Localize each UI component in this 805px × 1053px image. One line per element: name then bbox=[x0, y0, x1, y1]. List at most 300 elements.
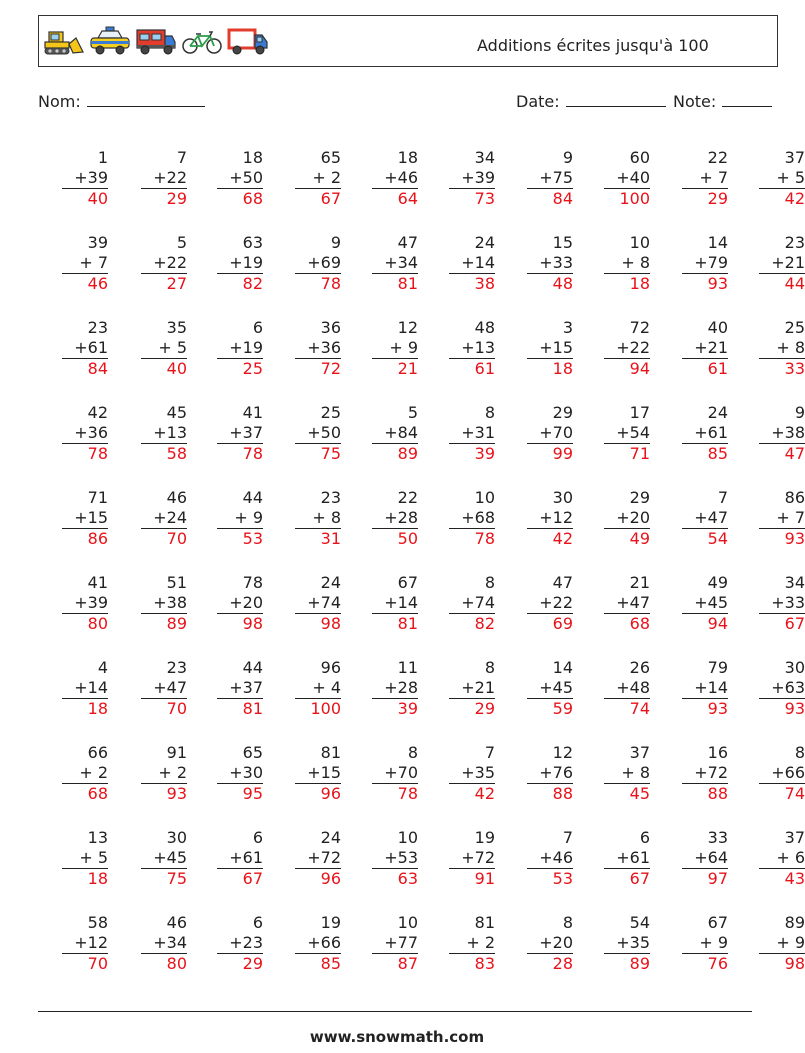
addend-bottom: +33 bbox=[539, 253, 573, 272]
date-label: Date: bbox=[516, 92, 560, 111]
answer: 18 bbox=[62, 698, 108, 719]
addend-bottom: +37 bbox=[229, 678, 263, 697]
footer-divider bbox=[38, 1011, 752, 1012]
answer: 25 bbox=[217, 358, 263, 379]
addend-bottom: +14 bbox=[694, 678, 728, 697]
addition-problem bbox=[658, 913, 728, 973]
addend-bottom: +61 bbox=[229, 848, 263, 867]
answer: 98 bbox=[295, 613, 341, 634]
header-box bbox=[38, 15, 778, 67]
addition-problem bbox=[735, 743, 805, 803]
addend-top: 29 bbox=[552, 403, 573, 422]
addition-problem bbox=[348, 233, 418, 293]
answer: 64 bbox=[372, 188, 418, 209]
answer: 84 bbox=[62, 358, 108, 379]
addition-problem bbox=[503, 488, 573, 548]
addend-top: 36 bbox=[320, 318, 341, 337]
addend-bottom: +76 bbox=[539, 763, 573, 782]
addend-bottom: +15 bbox=[539, 338, 573, 357]
addition-problem bbox=[348, 743, 418, 803]
addend-bottom: +35 bbox=[461, 763, 495, 782]
addend-bottom: +31 bbox=[461, 423, 495, 442]
addition-problem bbox=[425, 573, 495, 633]
answer: 93 bbox=[759, 698, 805, 719]
grade-blank[interactable] bbox=[722, 92, 772, 107]
addend-bottom: +21 bbox=[461, 678, 495, 697]
answer: 67 bbox=[759, 613, 805, 634]
addend-bottom: + 9 bbox=[389, 338, 418, 357]
addition-problem bbox=[271, 743, 341, 803]
addend-top: 58 bbox=[87, 913, 108, 932]
addition-problem bbox=[735, 573, 805, 633]
addition-problem bbox=[193, 743, 263, 803]
addition-problem bbox=[658, 658, 728, 718]
answer: 27 bbox=[141, 273, 187, 294]
addend-top: 6 bbox=[252, 913, 263, 932]
addition-problem bbox=[503, 403, 573, 463]
answer: 96 bbox=[295, 783, 341, 804]
addend-bottom: +64 bbox=[694, 848, 728, 867]
answer: 29 bbox=[217, 953, 263, 974]
addition-problem bbox=[658, 318, 728, 378]
addend-top: 23 bbox=[320, 488, 341, 507]
addition-problem bbox=[348, 828, 418, 888]
addend-bottom: +84 bbox=[384, 423, 418, 442]
addition-problem bbox=[193, 488, 263, 548]
addend-bottom: +19 bbox=[229, 338, 263, 357]
addend-top: 47 bbox=[397, 233, 418, 252]
answer: 45 bbox=[604, 783, 650, 804]
addition-problem bbox=[271, 913, 341, 973]
name-label: Nom: bbox=[38, 92, 81, 111]
addend-bottom: +13 bbox=[153, 423, 187, 442]
addition-problem bbox=[348, 573, 418, 633]
answer: 74 bbox=[604, 698, 650, 719]
addend-bottom: +75 bbox=[539, 168, 573, 187]
addend-top: 35 bbox=[166, 318, 187, 337]
addition-problem bbox=[348, 658, 418, 718]
addend-top: 9 bbox=[330, 233, 341, 252]
addend-top: 37 bbox=[629, 743, 650, 762]
addend-top: 25 bbox=[320, 403, 341, 422]
addition-problem bbox=[271, 403, 341, 463]
answer: 29 bbox=[141, 188, 187, 209]
addition-problem bbox=[193, 828, 263, 888]
addend-top: 86 bbox=[784, 488, 805, 507]
addend-bottom: +74 bbox=[461, 593, 495, 612]
addend-bottom: + 6 bbox=[776, 848, 805, 867]
addend-top: 25 bbox=[784, 318, 805, 337]
addend-top: 29 bbox=[629, 488, 650, 507]
addend-top: 8 bbox=[407, 743, 418, 762]
addition-problem bbox=[117, 658, 187, 718]
addend-top: 6 bbox=[252, 828, 263, 847]
addition-problem bbox=[580, 233, 650, 293]
addition-problem bbox=[580, 743, 650, 803]
addend-bottom: + 8 bbox=[312, 508, 341, 527]
answer: 86 bbox=[62, 528, 108, 549]
addition-problem bbox=[425, 233, 495, 293]
addend-top: 13 bbox=[87, 828, 108, 847]
addition-problem bbox=[503, 913, 573, 973]
addend-top: 40 bbox=[707, 318, 728, 337]
addend-top: 7 bbox=[484, 743, 495, 762]
addend-bottom: + 4 bbox=[312, 678, 341, 697]
addend-top: 23 bbox=[784, 233, 805, 252]
addend-top: 19 bbox=[474, 828, 495, 847]
answer: 63 bbox=[372, 868, 418, 889]
addend-bottom: + 9 bbox=[234, 508, 263, 527]
addend-bottom: + 2 bbox=[158, 763, 187, 782]
answer: 18 bbox=[604, 273, 650, 294]
answer: 67 bbox=[604, 868, 650, 889]
answer: 46 bbox=[62, 273, 108, 294]
addition-problem bbox=[425, 148, 495, 208]
name-blank[interactable] bbox=[87, 92, 205, 107]
addend-top: 49 bbox=[707, 573, 728, 592]
addend-top: 33 bbox=[707, 828, 728, 847]
addition-problem bbox=[117, 488, 187, 548]
answer: 84 bbox=[527, 188, 573, 209]
addend-top: 96 bbox=[320, 658, 341, 677]
addend-top: 22 bbox=[397, 488, 418, 507]
addition-problem bbox=[348, 318, 418, 378]
addend-bottom: + 8 bbox=[776, 338, 805, 357]
addend-top: 5 bbox=[176, 233, 187, 252]
answer: 81 bbox=[372, 273, 418, 294]
footer-site: www.snowmath.com bbox=[309, 1028, 485, 1046]
addend-top: 18 bbox=[242, 148, 263, 167]
addition-problem bbox=[503, 573, 573, 633]
addend-top: 30 bbox=[552, 488, 573, 507]
addend-top: 65 bbox=[242, 743, 263, 762]
answer: 81 bbox=[217, 698, 263, 719]
addend-bottom: +68 bbox=[461, 508, 495, 527]
answer: 28 bbox=[527, 953, 573, 974]
addend-bottom: + 9 bbox=[776, 933, 805, 952]
addition-problem bbox=[117, 573, 187, 633]
addend-top: 51 bbox=[166, 573, 187, 592]
delivery-truck-icon bbox=[227, 26, 269, 56]
answer: 43 bbox=[759, 868, 805, 889]
answer: 71 bbox=[604, 443, 650, 464]
addition-problem bbox=[348, 148, 418, 208]
addition-problem bbox=[425, 318, 495, 378]
addend-top: 10 bbox=[397, 913, 418, 932]
addend-bottom: +66 bbox=[307, 933, 341, 952]
addend-top: 44 bbox=[242, 488, 263, 507]
answer: 88 bbox=[682, 783, 728, 804]
addend-bottom: +70 bbox=[539, 423, 573, 442]
answer: 91 bbox=[449, 868, 495, 889]
addend-bottom: +21 bbox=[771, 253, 805, 272]
addend-bottom: +23 bbox=[229, 933, 263, 952]
answer: 78 bbox=[217, 443, 263, 464]
addend-top: 34 bbox=[784, 573, 805, 592]
addend-bottom: +14 bbox=[461, 253, 495, 272]
addend-top: 19 bbox=[320, 913, 341, 932]
addend-top: 34 bbox=[474, 148, 495, 167]
addend-top: 89 bbox=[784, 913, 805, 932]
addend-top: 46 bbox=[166, 913, 187, 932]
answer: 89 bbox=[141, 613, 187, 634]
addition-problem bbox=[117, 828, 187, 888]
addend-bottom: +50 bbox=[229, 168, 263, 187]
addend-top: 4 bbox=[97, 658, 108, 677]
addition-problem bbox=[580, 148, 650, 208]
addition-problem bbox=[348, 913, 418, 973]
answer: 78 bbox=[295, 273, 341, 294]
answer: 78 bbox=[449, 528, 495, 549]
answer: 88 bbox=[527, 783, 573, 804]
addend-top: 24 bbox=[320, 573, 341, 592]
addition-problem bbox=[271, 658, 341, 718]
addend-bottom: +38 bbox=[153, 593, 187, 612]
answer: 87 bbox=[372, 953, 418, 974]
addition-problem bbox=[658, 488, 728, 548]
answer: 18 bbox=[62, 868, 108, 889]
addition-problem bbox=[38, 573, 108, 633]
addend-bottom: + 7 bbox=[776, 508, 805, 527]
addition-problem bbox=[38, 658, 108, 718]
addend-bottom: +45 bbox=[539, 678, 573, 697]
addend-top: 8 bbox=[484, 658, 495, 677]
answer: 95 bbox=[217, 783, 263, 804]
addend-top: 8 bbox=[794, 743, 805, 762]
addition-problem bbox=[580, 318, 650, 378]
answer: 93 bbox=[759, 528, 805, 549]
addend-bottom: +19 bbox=[229, 253, 263, 272]
addend-bottom: +28 bbox=[384, 678, 418, 697]
addend-top: 8 bbox=[562, 913, 573, 932]
answer: 69 bbox=[527, 613, 573, 634]
addend-top: 24 bbox=[320, 828, 341, 847]
answer: 94 bbox=[682, 613, 728, 634]
addend-bottom: +20 bbox=[229, 593, 263, 612]
addend-bottom: +47 bbox=[153, 678, 187, 697]
answer: 59 bbox=[527, 698, 573, 719]
addition-problem bbox=[271, 318, 341, 378]
addend-top: 8 bbox=[484, 573, 495, 592]
addition-problem bbox=[117, 233, 187, 293]
answer: 70 bbox=[141, 528, 187, 549]
camper-van-icon bbox=[135, 26, 177, 56]
addend-bottom: +69 bbox=[307, 253, 341, 272]
addition-problem bbox=[503, 318, 573, 378]
addend-bottom: +21 bbox=[694, 338, 728, 357]
answer: 82 bbox=[217, 273, 263, 294]
answer: 70 bbox=[141, 698, 187, 719]
addend-top: 7 bbox=[717, 488, 728, 507]
date-blank[interactable] bbox=[566, 92, 666, 107]
answer: 38 bbox=[449, 273, 495, 294]
grade-field bbox=[673, 92, 772, 111]
addition-problem bbox=[425, 658, 495, 718]
answer: 75 bbox=[141, 868, 187, 889]
addend-bottom: + 5 bbox=[158, 338, 187, 357]
addition-problem bbox=[193, 233, 263, 293]
answer: 67 bbox=[295, 188, 341, 209]
answer: 68 bbox=[62, 783, 108, 804]
addition-problem bbox=[503, 148, 573, 208]
addend-bottom: +72 bbox=[461, 848, 495, 867]
addend-top: 12 bbox=[397, 318, 418, 337]
addend-top: 66 bbox=[87, 743, 108, 762]
addition-problem bbox=[38, 488, 108, 548]
addition-problem bbox=[735, 658, 805, 718]
addend-bottom: +22 bbox=[616, 338, 650, 357]
addition-problem bbox=[735, 488, 805, 548]
addition-problem bbox=[117, 318, 187, 378]
addition-problem bbox=[38, 743, 108, 803]
addition-problem bbox=[503, 743, 573, 803]
addend-bottom: +30 bbox=[229, 763, 263, 782]
answer: 93 bbox=[682, 698, 728, 719]
addend-bottom: +34 bbox=[153, 933, 187, 952]
addition-problem bbox=[38, 828, 108, 888]
addition-problem bbox=[580, 573, 650, 633]
addition-problem bbox=[658, 403, 728, 463]
addend-bottom: +24 bbox=[153, 508, 187, 527]
answer: 68 bbox=[217, 188, 263, 209]
answer: 47 bbox=[759, 443, 805, 464]
addend-top: 26 bbox=[629, 658, 650, 677]
addend-top: 39 bbox=[87, 233, 108, 252]
addend-top: 24 bbox=[474, 233, 495, 252]
header-icons bbox=[43, 24, 269, 58]
addend-top: 41 bbox=[242, 403, 263, 422]
addend-bottom: +74 bbox=[307, 593, 341, 612]
answer: 54 bbox=[682, 528, 728, 549]
addend-bottom: +15 bbox=[307, 763, 341, 782]
answer: 48 bbox=[527, 273, 573, 294]
addend-bottom: + 7 bbox=[79, 253, 108, 272]
addend-bottom: + 5 bbox=[79, 848, 108, 867]
addend-top: 54 bbox=[629, 913, 650, 932]
addend-bottom: +72 bbox=[694, 763, 728, 782]
addend-bottom: + 8 bbox=[621, 253, 650, 272]
addition-problem bbox=[735, 913, 805, 973]
addition-problem bbox=[425, 488, 495, 548]
addition-problem bbox=[193, 403, 263, 463]
addend-top: 24 bbox=[707, 403, 728, 422]
addition-problem bbox=[580, 913, 650, 973]
addend-bottom: +20 bbox=[616, 508, 650, 527]
addition-problem bbox=[425, 403, 495, 463]
answer: 42 bbox=[527, 528, 573, 549]
addend-bottom: +36 bbox=[74, 423, 108, 442]
addend-top: 5 bbox=[407, 403, 418, 422]
answer: 98 bbox=[217, 613, 263, 634]
addend-bottom: +39 bbox=[461, 168, 495, 187]
addend-top: 22 bbox=[707, 148, 728, 167]
addend-bottom: +54 bbox=[616, 423, 650, 442]
answer: 83 bbox=[449, 953, 495, 974]
addend-top: 23 bbox=[166, 658, 187, 677]
addend-bottom: +22 bbox=[153, 253, 187, 272]
answer: 85 bbox=[295, 953, 341, 974]
addition-problem bbox=[425, 828, 495, 888]
answer: 67 bbox=[217, 868, 263, 889]
addend-bottom: +12 bbox=[74, 933, 108, 952]
answer: 96 bbox=[295, 868, 341, 889]
answer: 39 bbox=[449, 443, 495, 464]
addition-problem bbox=[580, 658, 650, 718]
answer: 68 bbox=[604, 613, 650, 634]
addend-top: 37 bbox=[784, 148, 805, 167]
answer: 93 bbox=[682, 273, 728, 294]
addend-bottom: +40 bbox=[616, 168, 650, 187]
bulldozer-icon bbox=[43, 26, 85, 56]
police-car-icon bbox=[89, 26, 131, 56]
answer: 74 bbox=[759, 783, 805, 804]
addend-top: 67 bbox=[707, 913, 728, 932]
addend-top: 14 bbox=[707, 233, 728, 252]
addition-problem bbox=[348, 403, 418, 463]
addition-problem bbox=[658, 743, 728, 803]
addend-top: 91 bbox=[166, 743, 187, 762]
answer: 76 bbox=[682, 953, 728, 974]
name-field bbox=[38, 92, 205, 111]
addend-top: 3 bbox=[562, 318, 573, 337]
addition-problem bbox=[38, 318, 108, 378]
answer: 21 bbox=[372, 358, 418, 379]
addend-top: 9 bbox=[562, 148, 573, 167]
addend-top: 60 bbox=[629, 148, 650, 167]
answer: 93 bbox=[141, 783, 187, 804]
answer: 42 bbox=[449, 783, 495, 804]
addition-problem bbox=[271, 488, 341, 548]
answer: 78 bbox=[372, 783, 418, 804]
addend-bottom: +34 bbox=[384, 253, 418, 272]
answer: 97 bbox=[682, 868, 728, 889]
answer: 33 bbox=[759, 358, 805, 379]
answer: 89 bbox=[372, 443, 418, 464]
addition-problem bbox=[425, 913, 495, 973]
addend-top: 6 bbox=[639, 828, 650, 847]
answer: 72 bbox=[295, 358, 341, 379]
addend-bottom: +12 bbox=[539, 508, 573, 527]
answer: 40 bbox=[62, 188, 108, 209]
addition-problem bbox=[735, 148, 805, 208]
addend-bottom: +38 bbox=[771, 423, 805, 442]
answer: 99 bbox=[527, 443, 573, 464]
addend-bottom: +79 bbox=[694, 253, 728, 272]
answer: 81 bbox=[372, 613, 418, 634]
answer: 85 bbox=[682, 443, 728, 464]
addend-bottom: +66 bbox=[771, 763, 805, 782]
addend-bottom: +36 bbox=[307, 338, 341, 357]
addition-problem bbox=[658, 573, 728, 633]
answer: 80 bbox=[62, 613, 108, 634]
addend-top: 67 bbox=[397, 573, 418, 592]
addition-problem bbox=[38, 403, 108, 463]
addition-problem bbox=[503, 828, 573, 888]
addend-bottom: +14 bbox=[74, 678, 108, 697]
answer: 50 bbox=[372, 528, 418, 549]
addend-bottom: + 2 bbox=[312, 168, 341, 187]
answer: 29 bbox=[449, 698, 495, 719]
addend-bottom: + 5 bbox=[776, 168, 805, 187]
addend-bottom: +46 bbox=[539, 848, 573, 867]
addition-problem bbox=[503, 233, 573, 293]
addition-problem bbox=[38, 913, 108, 973]
answer: 53 bbox=[217, 528, 263, 549]
addend-top: 81 bbox=[474, 913, 495, 932]
addition-problem bbox=[38, 233, 108, 293]
answer: 42 bbox=[759, 188, 805, 209]
addend-top: 63 bbox=[242, 233, 263, 252]
